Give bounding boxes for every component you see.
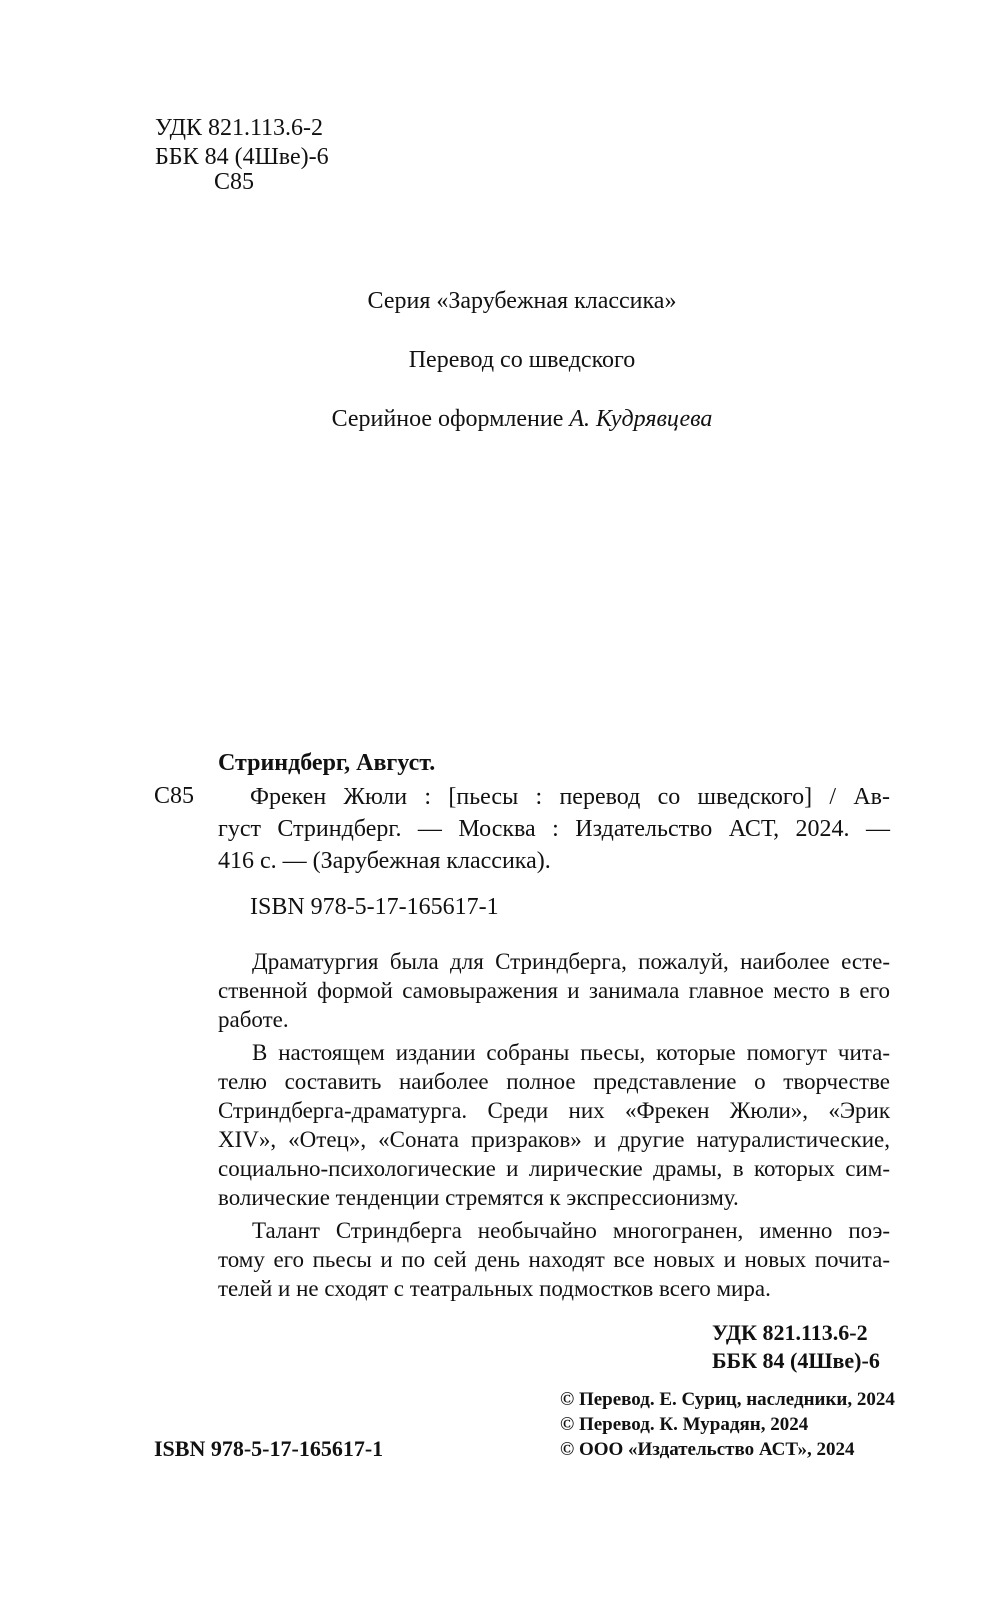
annotation-line: волические тенденции стремятся к экспрессионизму. [218,1185,739,1210]
card-description-line: Фрекен Жюли : [пьесы : перевод со шведского] / Ав- [250,784,890,810]
copyright-line: © Перевод. Е. Суриц, наследники, 2024 [560,1389,895,1410]
card-description-line: густ Стриндберг. — Москва : Издательство АСТ, 2024. — [218,816,890,842]
author-sign: С85 [214,169,255,195]
copyright-line: © ООО «Издательство АСТ», 2024 [560,1439,855,1460]
footer-isbn: ISBN 978-5-17-165617-1 [154,1436,384,1461]
card-isbn: ISBN 978-5-17-165617-1 [250,894,499,920]
udk-code: УДК 821.113.6-2 [155,115,324,141]
annotation-line: Драматургия была для Стриндберга, пожалуй, наиболее есте- [252,949,890,974]
footer-udk: УДК 821.113.6-2 [712,1320,868,1345]
footer-bbk: ББК 84 (4Шве)-6 [712,1348,880,1373]
card-description-line: 416 с. — (Зарубежная классика). [218,848,551,874]
annotation-line: XIV», «Отец», «Соната призраков» и другие натуралистические, [218,1127,890,1152]
annotation-line: Стриндберга-драматурга. Среди них «Фрекен Жюли», «Эрик [218,1098,890,1123]
series-design [0,405,1000,434]
annotation-line: тому его пьесы и по сей день находят все новых и новых почита- [218,1247,890,1272]
design-label: Серийное оформление [331,406,564,432]
designer-name: А. Кудрявцева [569,406,713,432]
translation-note: Перевод со шведского [408,347,636,373]
annotation-line: социально-психологические и лирические драмы, в которых сим- [218,1156,890,1181]
annotation-line: работе. [218,1007,289,1032]
card-sign: С85 [154,783,195,809]
card-author: Стриндберг, Август. [218,750,436,776]
copyright-line: © Перевод. К. Мурадян, 2024 [560,1414,809,1435]
bbk-code: ББК 84 (4Шве)-6 [155,144,329,170]
annotation-line: ственной формой самовыражения и занимала главное место в его [218,978,890,1003]
series-title: Серия «Зарубежная классика» [367,288,677,314]
annotation-line: телю составить наиболее полное представление о творчестве [218,1069,890,1094]
annotation-line: телей и не сходят с театральных подмостков всего мира. [218,1276,771,1301]
annotation-line: Талант Стриндберга необычайно многогранен, именно поэ- [252,1218,890,1243]
annotation-line: В настоящем издании собраны пьесы, которые помогут чита- [252,1040,890,1065]
